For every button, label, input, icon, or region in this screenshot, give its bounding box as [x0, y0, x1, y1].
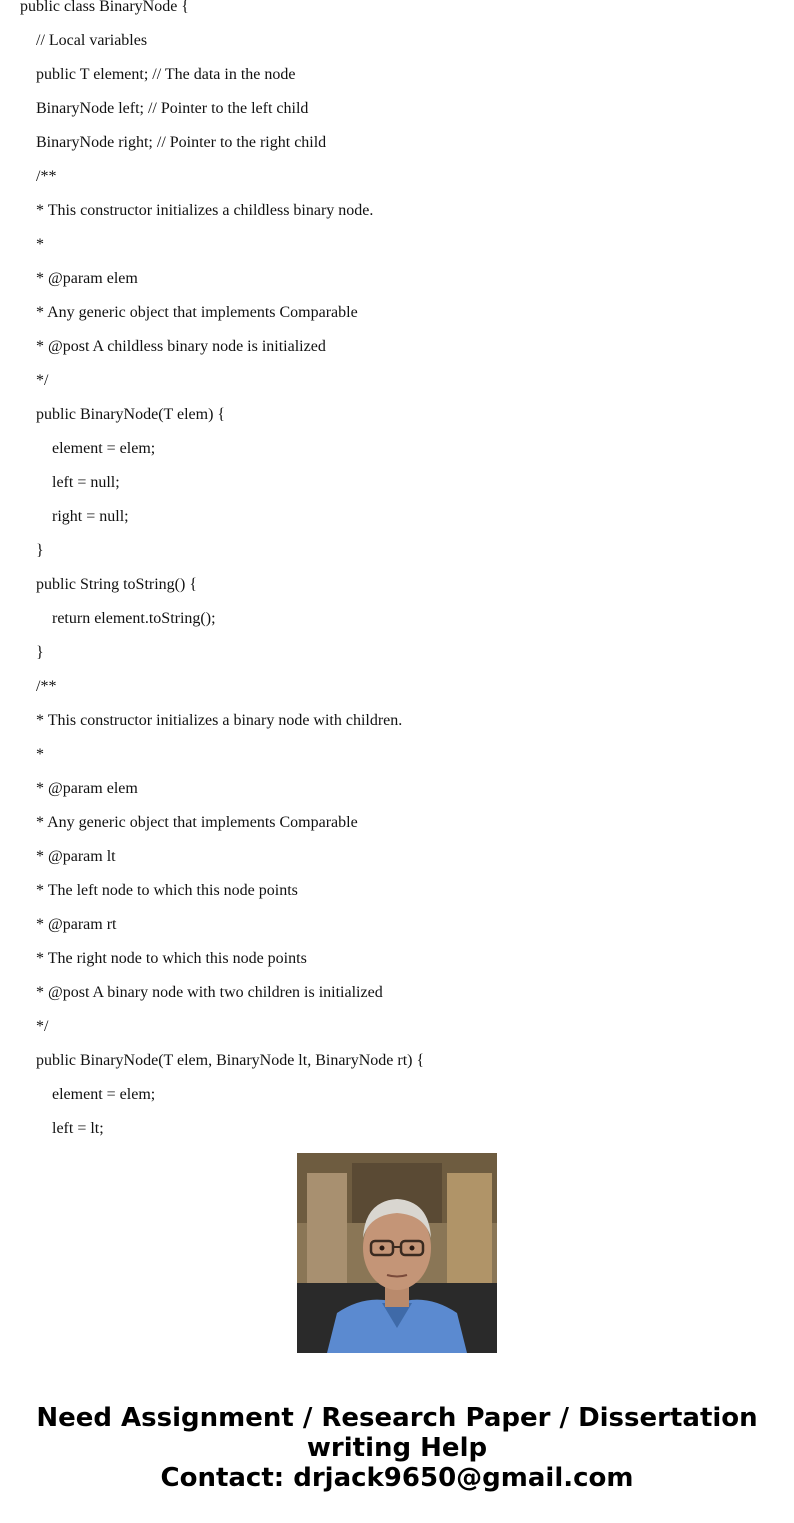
code-line: * @param elem	[36, 780, 138, 797]
code-line: return element.toString();	[52, 610, 216, 627]
code-lines	[20, 0, 424, 1146]
code-line: element = elem;	[52, 1086, 156, 1103]
code-line: public class BinaryNode {	[20, 0, 189, 15]
code-line: *	[36, 746, 44, 763]
code-line: /**	[36, 678, 57, 695]
code-line: * @param elem	[36, 270, 138, 287]
code-line: */	[36, 372, 49, 389]
promo-contact: Contact: drjack9650@gmail.com	[160, 1463, 634, 1493]
code-line: // Local variables	[36, 32, 148, 49]
code-line: *	[36, 236, 44, 253]
code-line: }	[36, 644, 44, 661]
code-line: * The right node to which this node points	[36, 950, 307, 967]
promo-line-2: writing Help	[306, 1433, 488, 1463]
code-line: * Any generic object that implements Comparable	[36, 304, 358, 321]
promo-message	[0, 1403, 794, 1493]
promo-section	[0, 1123, 794, 1523]
code-line: public BinaryNode(T elem, BinaryNode lt, BinaryNode rt) {	[36, 1052, 425, 1069]
code-line: * @post A binary node with two children is initialized	[36, 984, 383, 1001]
code-line: BinaryNode right; // Pointer to the right child	[36, 134, 327, 151]
promo-line-1: Need Assignment / Research Paper / Dissertation	[36, 1403, 758, 1433]
code-line: public String toString() {	[36, 576, 198, 593]
code-line: BinaryNode left; // Pointer to the left child	[36, 100, 309, 117]
code-line: right = null;	[52, 508, 129, 525]
code-line: */	[36, 1018, 49, 1035]
code-line: * This constructor initializes a childless binary node.	[36, 202, 374, 219]
code-line: }	[36, 542, 44, 559]
code-line: public T element; // The data in the node	[36, 66, 296, 83]
code-line: left = lt;	[52, 1120, 104, 1137]
code-line: /**	[36, 168, 57, 185]
code-line: element = elem;	[52, 440, 156, 457]
code-line: * This constructor initializes a binary node with children.	[36, 712, 403, 729]
code-line: * @param lt	[36, 848, 116, 865]
code-line: * @post A childless binary node is initialized	[36, 338, 326, 355]
code-line: * The left node to which this node points	[36, 882, 298, 899]
code-line: left = null;	[52, 474, 120, 491]
avatar-portrait-image	[297, 1153, 497, 1353]
code-line: public BinaryNode(T elem) {	[36, 406, 226, 423]
code-line: * Any generic object that implements Comparable	[36, 814, 358, 831]
code-line: * @param rt	[36, 916, 117, 933]
avatar	[297, 1153, 497, 1353]
